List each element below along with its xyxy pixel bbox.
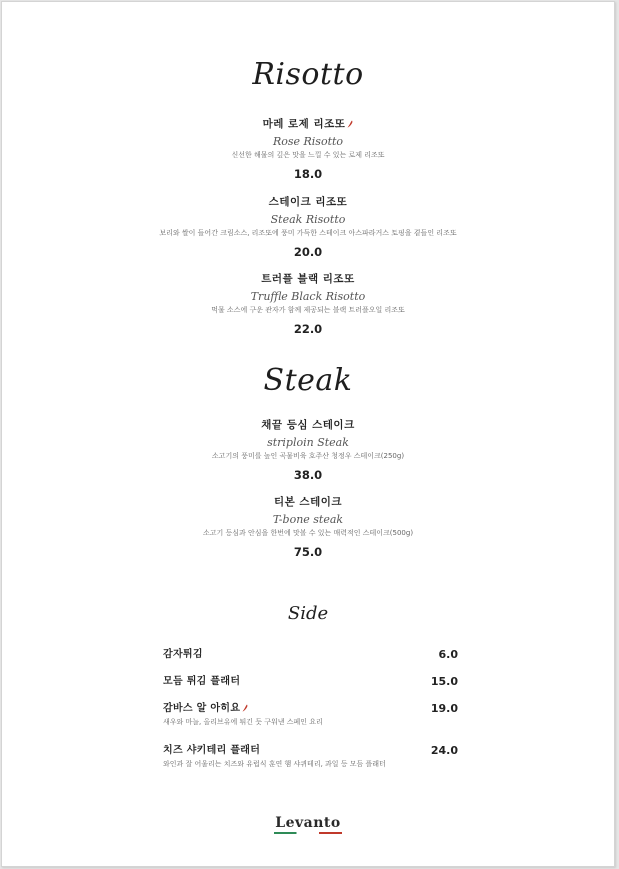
item-price: 18.0 <box>293 167 323 181</box>
italian-flag-stripe <box>274 832 342 834</box>
side-item-french-fries <box>163 648 458 662</box>
side-section-title: Side <box>287 603 329 624</box>
risotto-section-title: Risotto <box>252 57 364 92</box>
item-description: 보리와 쌀이 들어간 크림소스, 리조또에 풍미 가득한 스테이크 아스파라거스 토핑을 곁들인 리조또 <box>159 229 457 237</box>
brand-name: Levanto <box>275 815 341 831</box>
chili-pepper-icon <box>347 120 353 128</box>
side-item-fried-platter <box>163 675 458 689</box>
menu-item-truffle-black-risotto <box>2 272 614 337</box>
side-item-price: 6.0 <box>438 648 458 661</box>
menu-item-striploin-steak <box>2 418 614 483</box>
side-item-price: 24.0 <box>430 744 458 757</box>
item-price: 20.0 <box>293 245 323 259</box>
item-korean-name: 트러플 블랙 리조또 <box>261 273 355 285</box>
side-item-description: 새우와 마늘, 올리브유에 튀긴 듯 구워낸 스페인 요리 <box>163 718 323 726</box>
item-english-name: Steak Risotto <box>270 213 346 226</box>
item-korean-name: 채끝 등심 스테이크 <box>261 419 355 431</box>
side-item-name: 치즈 샤키테리 플래터 <box>163 745 261 756</box>
menu-item-t-bone-steak <box>2 495 614 560</box>
side-item-name: 모듬 튀김 플래터 <box>163 676 241 687</box>
steak-section-title: Steak <box>263 363 353 398</box>
side-item-name: 감자튀김 <box>163 649 203 660</box>
item-korean-name: 스테이크 리조또 <box>268 196 348 208</box>
item-description: 소고기 등심과 안심을 한번에 맛볼 수 있는 매력적인 스테이크(500g) <box>202 529 414 537</box>
item-english-name: Rose Risotto <box>272 135 344 148</box>
side-item-name: 감바스 알 아히요 <box>163 702 458 716</box>
item-price: 75.0 <box>293 545 323 559</box>
item-price: 22.0 <box>293 322 323 336</box>
side-item-cheese-charcuterie-platter <box>163 744 458 770</box>
side-item-price: 15.0 <box>430 675 458 688</box>
menu-item-rose-risotto <box>2 117 614 182</box>
menu-item-steak-risotto <box>2 195 614 260</box>
item-price: 38.0 <box>293 468 323 482</box>
menu-page <box>1 1 615 867</box>
item-korean-name: 티본 스테이크 <box>273 496 342 508</box>
side-item-description: 와인과 잘 어울리는 치즈와 유럽식 훈연 햄 샤퀴테리, 과일 등 모듬 플래터 <box>163 760 386 768</box>
side-item-price: 19.0 <box>430 702 458 715</box>
chili-pepper-icon <box>242 704 248 712</box>
item-description: 소고기의 풍미를 높인 곡물비육 호주산 청정우 스테이크(250g) <box>211 452 405 460</box>
brand-logo <box>2 815 614 834</box>
item-description: 신선한 해물의 깊은 맛을 느낄 수 있는 로제 리조또 <box>231 151 385 159</box>
item-english-name: Truffle Black Risotto <box>250 290 366 303</box>
item-english-name: T-bone steak <box>272 513 344 526</box>
item-korean-name: 마레 로제 리조또 <box>2 117 614 131</box>
side-item-gambas-al-ajillo <box>163 702 458 728</box>
item-english-name: striploin Steak <box>267 436 349 449</box>
item-description: 먹물 소스에 구운 관자가 함께 제공되는 블랙 트러플오일 리조또 <box>211 306 405 314</box>
